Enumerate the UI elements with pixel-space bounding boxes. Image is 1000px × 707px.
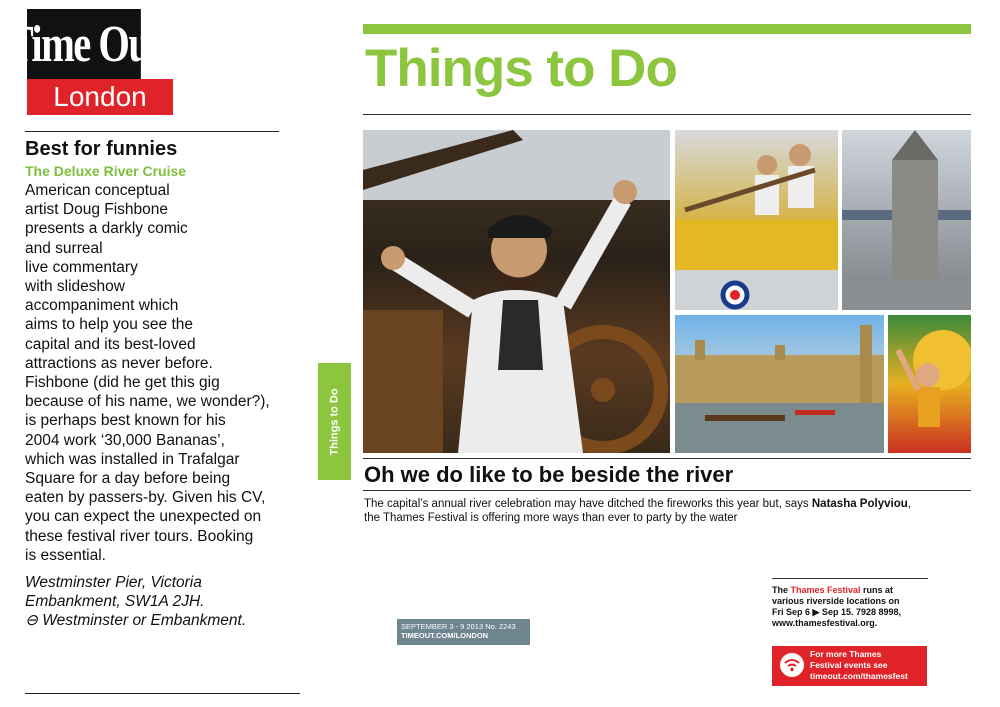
body-line: American conceptual: [25, 182, 170, 199]
issue-url: TIMEOUT.COM/LONDON: [401, 631, 489, 640]
body-line: 2004 work ‘30,000 Bananas’,: [25, 431, 225, 449]
body-line: aims to help you see the: [25, 316, 194, 334]
side-tab-label: Things to Do: [328, 387, 341, 456]
body-line: accompaniment which: [25, 297, 179, 315]
section-color-bar: [363, 24, 971, 34]
info-suffix: runs at: [860, 585, 894, 595]
body-line: which was installed in Trafalgar: [25, 450, 240, 468]
body-line: is perhaps best known for his: [25, 412, 226, 430]
wifi-icon: [780, 653, 804, 677]
issue-folio: [397, 619, 530, 645]
promo-link[interactable]: timeout.com/thamesfest: [810, 671, 908, 681]
body-line: and surreal: [25, 239, 103, 257]
body-line: these festival river tours. Booking: [25, 527, 254, 545]
standfirst-line: the Thames Festival is offering more ways than ever to party by the water: [364, 512, 738, 524]
info-dates: Fri Sep 6 ▶ Sep 15. 7928 8998,: [772, 607, 901, 617]
promo-text: [810, 649, 908, 682]
venue-line: Embankment, SW1A 2JH.: [25, 593, 205, 611]
left-bottom-rule: [25, 693, 300, 694]
carnival-photo: [888, 315, 971, 453]
headline-bottom-rule: [363, 490, 971, 491]
article-standfirst: [364, 497, 974, 525]
tower-bridge-photo: [842, 130, 971, 310]
venue-line: Westminster Pier, Victoria: [25, 574, 202, 591]
standfirst-text: The capital’s annual river celebration may have ditched the fireworks this year but, says: [364, 498, 812, 510]
body-line: is essential.: [25, 546, 106, 564]
body-line: eaten by passers-by. Given his CV,: [25, 489, 266, 507]
info-rule: [772, 578, 928, 579]
body-line: Square for a day before being: [25, 470, 231, 488]
sidebar-body: [25, 181, 300, 565]
author-name: Natasha Polyviou: [811, 498, 908, 510]
section-title: Things to Do: [365, 39, 677, 98]
festival-name: Thames Festival: [790, 585, 861, 595]
promo-line: Festival events see: [810, 660, 888, 670]
body-line: with slideshow: [25, 278, 125, 296]
info-prefix: The: [772, 585, 791, 595]
sidebar-subheading: The Deluxe River Cruise: [25, 163, 187, 179]
body-line: presents a darkly comic: [25, 220, 188, 238]
body-line: because of his name, we wonder?),: [25, 393, 270, 411]
body-line: capital and its best-loved: [25, 335, 196, 353]
info-website: www.thamesfestival.org.: [772, 618, 878, 628]
logo-london: London: [27, 79, 173, 115]
standfirst-comma: ,: [907, 498, 911, 510]
body-line: you can expect the unexpected on: [25, 508, 262, 526]
rowing-photo: [675, 130, 838, 310]
body-line: Fishbone (did he get this gig: [25, 374, 220, 392]
info-line: various riverside locations on: [772, 596, 900, 606]
sidebar-heading: Best for funnies: [25, 138, 178, 160]
parliament-photo: [675, 315, 884, 453]
body-line: artist Doug Fishbone: [25, 201, 169, 219]
promo-line: For more Thames: [810, 649, 882, 659]
header-rule: [363, 114, 971, 115]
sidebar-venue: [25, 573, 246, 631]
issue-date: SEPTEMBER 3 - 9 2013 No. 2243: [401, 622, 516, 631]
captain-photo: [363, 130, 670, 453]
left-top-rule: [25, 131, 279, 132]
body-line: attractions as never before.: [25, 354, 213, 372]
venue-line: ⊖ Westminster or Embankment.: [25, 612, 247, 630]
body-line: live commentary: [25, 258, 138, 276]
event-info: [772, 585, 932, 629]
article-headline: Oh we do like to be beside the river: [364, 462, 734, 487]
headline-top-rule: [363, 458, 971, 459]
logo-time-out: Time Out: [27, 9, 141, 79]
